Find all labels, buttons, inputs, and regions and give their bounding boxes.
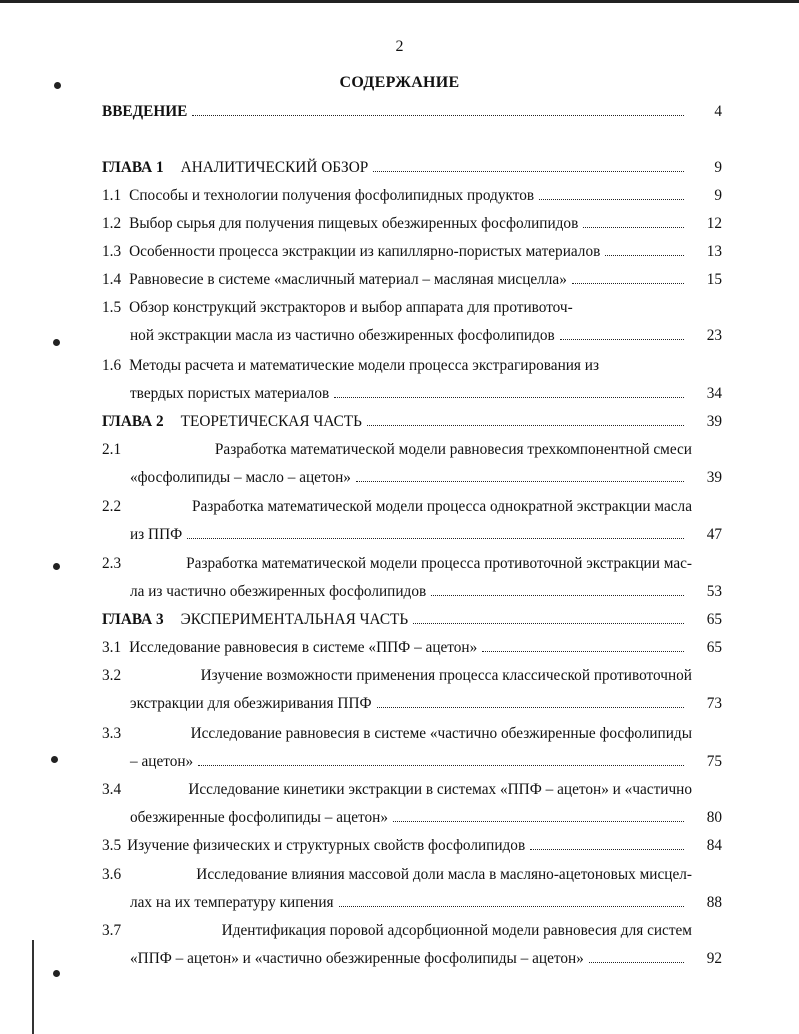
- entry-page: 15: [706, 271, 722, 288]
- dot-leader: [356, 480, 684, 482]
- dot-leader: [583, 226, 684, 228]
- section-number: 3.7: [102, 922, 122, 939]
- dot-leader: [589, 961, 684, 963]
- entry-title: Разработка математической модели процесса противоточной экстракции мас-: [186, 555, 692, 572]
- toc-entry-2-2-line1[interactable]: [102, 496, 722, 518]
- entry-page: 12: [706, 215, 722, 232]
- toc-entry-chapter-2[interactable]: [102, 411, 722, 433]
- section-number: 3.6: [102, 866, 122, 883]
- toc-entry-intro[interactable]: [102, 101, 722, 123]
- entry-page: 84: [706, 837, 722, 854]
- toc-entry-3-4-line1[interactable]: [102, 779, 722, 801]
- toc-entry-3-2-line1[interactable]: [102, 665, 722, 687]
- dot-leader: [198, 764, 684, 766]
- page-number: 2: [395, 38, 404, 55]
- toc-entry-2-3-line2[interactable]: [102, 581, 722, 603]
- toc-entry-2-2-line2[interactable]: [102, 524, 722, 546]
- entry-title: Исследование равновесия в системе «ППФ – ацетон»: [129, 639, 478, 656]
- entry-title: Разработка математической модели процесса однократной экстракции масла: [191, 498, 692, 515]
- entry-page: 73: [706, 695, 722, 712]
- dot-leader: [373, 170, 684, 172]
- dot-leader: [377, 706, 684, 708]
- entry-title: Методы расчета и математические модели процесса экстрагирования из: [129, 357, 600, 374]
- entry-title: Равновесие в системе «масличный материал – масляная мисцелла»: [129, 271, 567, 288]
- section-number: 2.1: [102, 441, 122, 458]
- entry-title-continuation: ла из частично обезжиренных фосфолипидов: [130, 583, 427, 600]
- section-number: 1.1: [102, 187, 122, 204]
- dot-leader: [572, 282, 684, 284]
- chapter-number: ГЛАВА 3: [102, 611, 164, 628]
- toc-entry-3-1[interactable]: [102, 637, 722, 659]
- section-number: 3.3: [102, 725, 122, 742]
- entry-page: 34: [706, 385, 722, 402]
- toc-entry-1-3[interactable]: [102, 241, 722, 263]
- dot-leader: [393, 820, 684, 822]
- entry-page: 13: [706, 243, 722, 260]
- entry-title-continuation: обезжиренные фосфолипиды – ацетон»: [130, 809, 388, 826]
- left-edge-line: [32, 940, 34, 1034]
- dot-leader: [192, 114, 684, 116]
- entry-page: 39: [706, 469, 722, 486]
- toc-entry-1-5-line1[interactable]: [102, 297, 722, 319]
- section-number: 3.5: [102, 837, 122, 854]
- dot-leader: [413, 622, 684, 624]
- section-number: 1.3: [102, 243, 122, 260]
- toc-entry-1-6-line2[interactable]: [102, 383, 722, 405]
- entry-title: ВВЕДЕНИЕ: [102, 103, 188, 120]
- toc-entry-chapter-1[interactable]: [102, 157, 722, 179]
- section-number: 3.4: [102, 781, 122, 798]
- toc-entry-2-1-line1[interactable]: [102, 439, 722, 461]
- entry-page: 9: [714, 159, 722, 176]
- entry-title-continuation: из ППФ: [130, 526, 183, 543]
- section-number: 2.2: [102, 498, 122, 515]
- section-number: 1.2: [102, 215, 122, 232]
- scan-speck: [53, 339, 60, 346]
- entry-title: Разработка математической модели равновесия трехкомпонентной смеси: [214, 441, 692, 458]
- entry-page: 23: [706, 327, 722, 344]
- dot-leader: [530, 848, 684, 850]
- toc-entry-3-3-line1[interactable]: [102, 723, 722, 745]
- toc-title: СОДЕРЖАНИЕ: [339, 74, 460, 91]
- toc-entry-3-2-line2[interactable]: [102, 693, 722, 715]
- chapter-number: ГЛАВА 2: [102, 413, 164, 430]
- toc-entry-3-5[interactable]: [102, 835, 722, 857]
- section-number: 1.5: [102, 299, 122, 316]
- toc-entry-3-7-line1[interactable]: [102, 920, 722, 942]
- dot-leader: [367, 424, 684, 426]
- entry-title: Особенности процесса экстракции из капиллярно-пористых материалов: [129, 243, 601, 260]
- entry-title-continuation: экстракции для обезжиривания ППФ: [130, 695, 372, 712]
- entry-title-continuation: – ацетон»: [130, 753, 194, 770]
- entry-title: Исследование равновесия в системе «частично обезжиренные фосфолипиды: [190, 725, 692, 742]
- entry-title-continuation: «фосфолипиды – масло – ацетон»: [130, 469, 351, 486]
- entry-title: Исследование кинетики экстракции в системах «ППФ – ацетон» и «частично: [188, 781, 692, 798]
- section-number: 1.4: [102, 271, 122, 288]
- toc-entry-3-7-line2[interactable]: [102, 948, 722, 970]
- dot-leader: [187, 537, 684, 539]
- entry-title: Идентификация поровой адсорбционной модели равновесия для систем: [221, 922, 692, 939]
- section-number: 3.2: [102, 667, 122, 684]
- section-number: 2.3: [102, 555, 122, 572]
- entry-page: 80: [706, 809, 722, 826]
- toc-entry-3-3-line2[interactable]: [102, 751, 722, 773]
- toc-entry-chapter-3[interactable]: [102, 609, 722, 631]
- entry-title: Исследование влияния массовой доли масла в масляно-ацетоновых мисцел-: [196, 866, 692, 883]
- entry-title: Выбор сырья для получения пищевых обезжиренных фосфолипидов: [129, 215, 579, 232]
- toc-entry-1-4[interactable]: [102, 269, 722, 291]
- entry-page: 9: [714, 187, 722, 204]
- entry-page: 4: [714, 103, 722, 120]
- top-rule: [0, 0, 799, 3]
- toc-entry-1-2[interactable]: [102, 213, 722, 235]
- entry-title: Обзор конструкций экстракторов и выбор аппарата для противоточ-: [129, 299, 573, 316]
- entry-title: Изучение физических и структурных свойств фосфолипидов: [127, 837, 526, 854]
- scan-speck: [53, 970, 60, 977]
- toc-entry-3-4-line2[interactable]: [102, 807, 722, 829]
- entry-page: 39: [706, 413, 722, 430]
- scan-speck: [51, 756, 58, 763]
- entry-page: 92: [706, 950, 722, 967]
- entry-title-continuation: «ППФ – ацетон» и «частично обезжиренные фосфолипиды – ацетон»: [130, 950, 584, 967]
- section-number: 3.1: [102, 639, 122, 656]
- dot-leader: [560, 338, 684, 340]
- dot-leader: [482, 650, 684, 652]
- entry-title-continuation: лах на их температуру кипения: [130, 894, 334, 911]
- dot-leader: [339, 905, 684, 907]
- toc-entry-3-6-line1[interactable]: [102, 864, 722, 886]
- entry-title: ЭКСПЕРИМЕНТАЛЬНАЯ ЧАСТЬ: [180, 611, 409, 628]
- entry-page: 75: [706, 753, 722, 770]
- dot-leader: [605, 254, 684, 256]
- dot-leader: [334, 396, 684, 398]
- entry-title: Изучение возможности применения процесса классической противоточной: [200, 667, 692, 684]
- toc-entry-1-6-line1[interactable]: [102, 355, 722, 377]
- entry-title: АНАЛИТИЧЕСКИЙ ОБЗОР: [180, 159, 369, 176]
- entry-page: 65: [706, 611, 722, 628]
- entry-title: Способы и технологии получения фосфолипидных продуктов: [129, 187, 535, 204]
- entry-page: 47: [706, 526, 722, 543]
- entry-title: ТЕОРЕТИЧЕСКАЯ ЧАСТЬ: [180, 413, 362, 430]
- dot-leader: [539, 198, 684, 200]
- entry-page: 53: [706, 583, 722, 600]
- entry-title-continuation: твердых пористых материалов: [130, 385, 330, 402]
- section-number: 1.6: [102, 357, 122, 374]
- toc-entry-1-1[interactable]: [102, 185, 722, 207]
- scan-speck: [53, 563, 60, 570]
- entry-page: 65: [706, 639, 722, 656]
- entry-page: 88: [706, 894, 722, 911]
- toc-entry-2-3-line1[interactable]: [102, 553, 722, 575]
- chapter-number: ГЛАВА 1: [102, 159, 164, 176]
- toc-entry-2-1-line2[interactable]: [102, 467, 722, 489]
- toc-entry-1-5-line2[interactable]: [102, 325, 722, 347]
- entry-title-continuation: ной экстракции масла из частично обезжиренных фосфолипидов: [130, 327, 555, 344]
- dot-leader: [431, 594, 684, 596]
- toc-entry-3-6-line2[interactable]: [102, 892, 722, 914]
